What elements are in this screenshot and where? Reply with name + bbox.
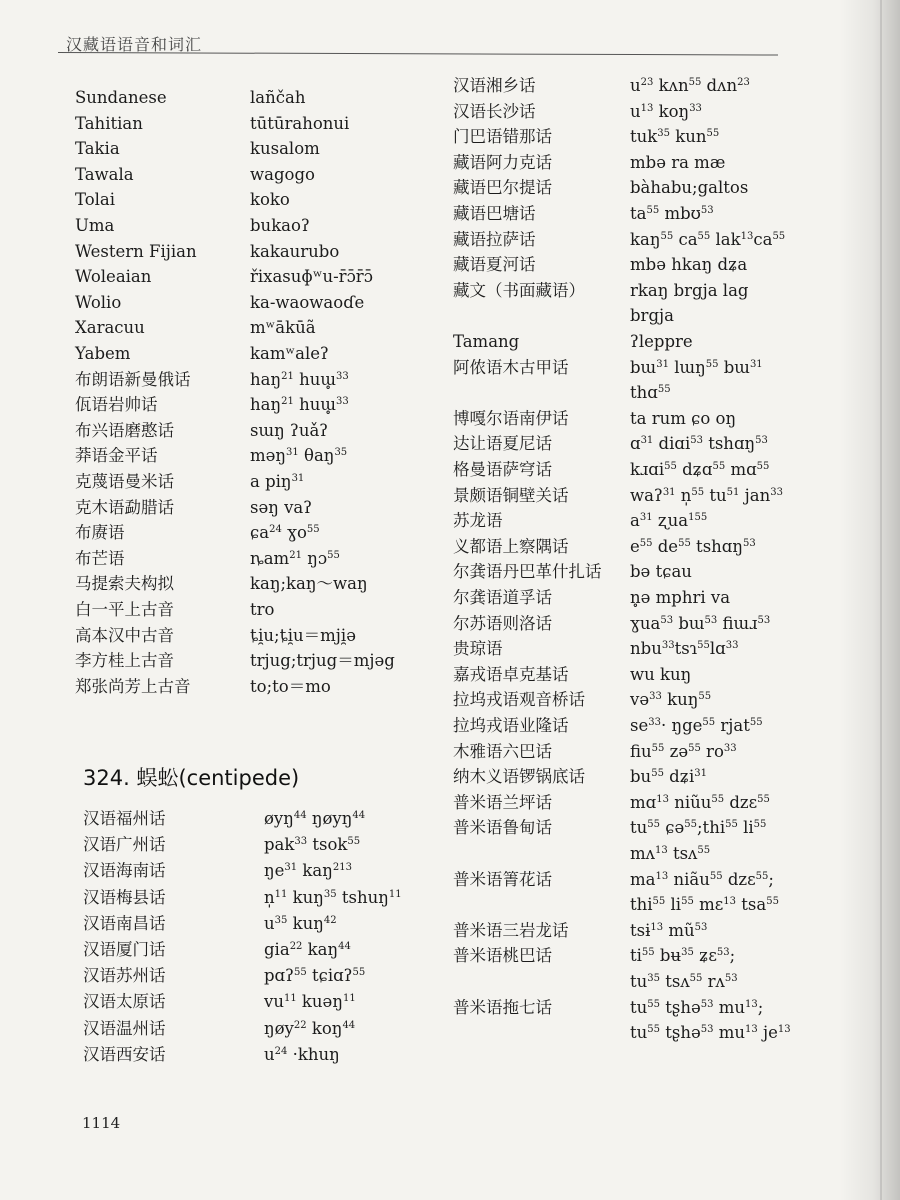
entry-language: 藏语拉萨话 [453, 229, 536, 249]
entry-form: $u^{13}$ koŋ$^{33}$ [630, 101, 702, 121]
entry-form: mʌ$^{13}$ tsʌ$^{55}$ [630, 844, 711, 863]
entry-form: kusalom [250, 139, 320, 159]
entry-form: koko [250, 190, 290, 210]
entry-language: Tawala [75, 164, 134, 184]
entry-form: $a^{31}$ ʐua$^{155}$ [630, 511, 708, 531]
page-edge [880, 0, 882, 1200]
entry-language: Tahitian [75, 113, 143, 133]
entry-form: ȵam$^{21}$ ŋɔ$^{55}$ [250, 548, 340, 568]
entry-language: 汉语太原话 [83, 992, 166, 1012]
entry-form: mɑ$^{13}$ niũu$^{55}$ dzɛ$^{55}$ [630, 792, 770, 812]
entry-language: 嘉戎语卓克基话 [453, 664, 569, 684]
entry-form: bə tɕau [630, 562, 692, 582]
entry-form: tuk$^{35}$ kun$^{55}$ [630, 127, 720, 147]
entry-form: $tu^{55}$ ɕə$^{55}$;thi$^{55}$ $li^{55}$ [630, 818, 767, 838]
entry-language: 高本汉中古音 [75, 625, 174, 645]
entry-form: ka-waowaoɗe [250, 292, 365, 312]
entry-language: 汉语广州话 [83, 835, 166, 855]
entry-language: 藏文（书面藏语） [453, 280, 585, 300]
entry-form: $vu^{11}$ kuəŋ$^{11}$ [264, 992, 356, 1012]
entry-form: mʷākūã [250, 318, 316, 338]
entry-form: tsɨ$^{13}$ $mũ^{53}$ [630, 920, 708, 940]
entry-language: 莽语金平话 [75, 446, 158, 466]
entry-language: Yabem [75, 344, 131, 363]
entry-language: 克蔑语曼米话 [75, 472, 174, 491]
entry-form: $u^{23}$ kʌn$^{55}$ dʌn$^{23}$ [630, 76, 750, 95]
entry-form: rkaŋ brgja lag [630, 280, 749, 300]
entry-language: 尔苏语则洛话 [453, 613, 552, 633]
entry-form: ʔleppre [630, 332, 693, 351]
entry-form: gia$^{22}$ kaŋ$^{44}$ [264, 940, 351, 959]
entry-form: waʔ$^{31}$ n̩$^{55}$ $tu^{51}$ jan$^{33}$ [630, 485, 783, 505]
entry-language: 马提索夫构拟 [75, 574, 174, 594]
entry-form: bukaoʔ [250, 216, 310, 235]
entry-form: kaŋ$^{55}$ $ca^{55}$ $lak^{13}ca^{55}$ [630, 229, 786, 249]
entry-language: Takia [75, 139, 120, 159]
entry-form: a piŋ$^{31}$ [250, 472, 305, 491]
entry-language: 博嘎尔语南伊话 [453, 408, 569, 428]
entry-language: 尔龚语道孚话 [453, 588, 552, 607]
entry-language: Tamang [453, 332, 520, 351]
entry-language: 贵琼语 [453, 639, 503, 659]
entry-language: 汉语温州话 [83, 1018, 166, 1038]
entry-form: ɣua$^{53}$ bɯ$^{53}$ fiɯɹ$^{53}$ [630, 613, 771, 633]
entry-form: $e^{55}$ $de^{55}$ tshɑŋ$^{53}$ [630, 536, 756, 556]
entry-form: ȶi̯u;ȶi̯u＝mji̯ə [250, 625, 356, 645]
entry-form: səŋ vaʔ [250, 497, 313, 517]
entry-language: Sundanese [75, 88, 167, 107]
entry-form: nbu$^{33}$tsɿ$^{55}$lɑ$^{33}$ [630, 639, 739, 659]
entry-form: kaŋ;kaŋ～waŋ [250, 574, 368, 594]
entry-language: 普米语三岩龙话 [453, 920, 569, 940]
entry-language: 藏语夏河话 [453, 255, 536, 275]
entry-language: 布芒语 [75, 548, 125, 568]
entry-language: 布赓语 [75, 523, 125, 543]
entry-form: mbə ra mæ [630, 152, 726, 172]
entry-form: pɑʔ$^{55}$ tɕiɑʔ$^{55}$ [264, 966, 366, 986]
entry-form: $ŋe^{31}$ kaŋ$^{213}$ [264, 861, 352, 881]
entry-form: məŋ$^{31}$ θaŋ$^{35}$ [250, 446, 348, 466]
entry-language: 义都语上察隅话 [453, 536, 569, 556]
entry-form: və$^{33}$ kuŋ$^{55}$ [630, 690, 712, 710]
entry-form: kɹɑi$^{55}$ dʑɑ$^{55}$ mɑ$^{55}$ [630, 460, 770, 479]
entry-language: 普米语箐花话 [453, 869, 552, 889]
section-heading [83, 762, 299, 792]
entry-form: $ta^{55}$ mbʊ$^{53}$ [630, 204, 714, 223]
entry-form: $bu^{55}$ dʑi$^{31}$ [630, 767, 707, 787]
entry-form: bɯ$^{31}$ lɯŋ$^{55}$ bɯ$^{31}$ [630, 357, 763, 377]
entry-form: wu kuŋ [630, 664, 692, 684]
entry-language: 汉语苏州话 [83, 966, 166, 986]
entry-form: bàhabu;galtos [630, 178, 749, 198]
section-number: 324. [83, 766, 130, 790]
entry-form: haŋ$^{21}$ huɯ̥$^{33}$ [250, 395, 349, 415]
entry-form: tro [250, 600, 275, 619]
entry-form: sɯŋ ʔuǎʔ [250, 420, 329, 440]
entry-language: 拉坞戎语业隆话 [453, 716, 569, 735]
entry-form: mbə hkaŋ dʑa [630, 255, 748, 275]
entry-form: $tu^{35}$ tsʌ$^{55}$ rʌ$^{53}$ [630, 972, 738, 991]
entry-language: 尔龚语丹巴革什扎话 [453, 562, 602, 582]
entry-language: 布朗语新曼俄话 [75, 369, 191, 389]
entry-language: 布兴语磨憨话 [75, 420, 174, 440]
entry-language: 克木语勐腊话 [75, 497, 174, 517]
entry-language: 李方桂上古音 [75, 651, 174, 671]
entry-language: 纳木义语锣锅底话 [453, 767, 585, 787]
entry-form: ɕa$^{24}$ ɣo$^{55}$ [250, 523, 320, 543]
entry-language: 藏语阿力克话 [453, 152, 552, 172]
entry-form: tūtūrahonui [250, 113, 350, 133]
entry-language: Woleaian [75, 267, 152, 287]
running-head: 汉藏语语音和词汇 [66, 35, 203, 54]
entry-form: $se^{33}\cdot$ ŋge$^{55}$ rjat$^{55}$ [630, 716, 763, 735]
section-title: 蜈蚣(centipede) [136, 766, 300, 790]
entry-form: řixasuɸʷu-r̄ɔ̄r̄ɔ̄ [250, 267, 373, 287]
entry-language: 汉语梅县话 [83, 887, 166, 907]
entry-language: Tolai [75, 190, 116, 210]
entry-language: 郑张尚芳上古音 [75, 676, 191, 696]
entry-form: thi$^{55}$ $li^{55}$ mɛ$^{13}$ tsa$^{55}$ [630, 895, 779, 915]
entry-language: 景颇语铜壁关话 [453, 485, 569, 505]
entry-form: pak$^{33}$ tsok$^{55}$ [264, 835, 361, 855]
entry-form: wagogo [250, 164, 315, 184]
entry-language: 汉语南昌话 [83, 913, 166, 933]
page-number: 1114 [82, 1114, 121, 1132]
entry-language: 达让语夏尼话 [453, 434, 552, 454]
entry-form: lañčah [250, 88, 306, 107]
entry-form: $ti^{55}$ bʉ$^{35}$ ʑɛ$^{53}$; [630, 946, 736, 966]
entry-form: haŋ$^{21}$ huɯ̥$^{33}$ [250, 369, 349, 389]
entry-language: 藏语巴塘话 [453, 204, 536, 223]
entry-language: 阿侬语木古甲话 [453, 357, 569, 377]
entry-form: $ma^{13}$ niãu$^{55}$ dzɛ$^{55}$; [630, 869, 774, 889]
entry-language: 木雅语六巴话 [453, 741, 552, 761]
entry-language: 格曼语萨穹话 [453, 460, 552, 479]
entry-form: $tu^{55}$ tʂhə$^{53}$ $mu^{13}$; [630, 997, 764, 1017]
entry-language: Xaracuu [75, 318, 145, 338]
entry-language: 汉语长沙话 [453, 101, 536, 121]
entry-language: 白一平上古音 [75, 600, 174, 619]
entry-language: 普米语桃巴话 [453, 946, 552, 966]
entry-form: ɑ$^{31}$ diɑi$^{53}$ tshɑŋ$^{53}$ [630, 434, 768, 454]
entry-form: to;to＝mo [250, 676, 331, 696]
entry-language: Western Fijian [75, 241, 197, 261]
entry-language: Uma [75, 216, 115, 235]
entry-form: n̩$^{11}$ kuŋ$^{35}$ tshuŋ$^{11}$ [264, 887, 402, 907]
entry-form: $u^{35}$ kuŋ$^{42}$ [264, 913, 337, 933]
entry-form: $u^{24}$ ·khuŋ [264, 1044, 340, 1064]
entry-language: 普米语鲁甸话 [453, 818, 552, 838]
entry-form: thɑ$^{55}$ [630, 383, 671, 403]
entry-form: fiu$^{55}$ zə$^{55}$ $ro^{33}$ [630, 741, 737, 761]
entry-form: brgja [630, 306, 674, 326]
entry-form: trjug;trjug＝mjəg [250, 651, 395, 671]
entry-language: 苏龙语 [453, 511, 503, 531]
entry-form: $tu^{55}$ tʂhə$^{53}$ $mu^{13}$ $je^{13}$ [630, 1023, 791, 1043]
entry-form: ta rum ɕo oŋ [630, 408, 737, 428]
page-gutter-shadow [840, 0, 900, 1200]
entry-form: n̥ə mphri va [630, 588, 731, 607]
entry-language: 普米语兰坪话 [453, 792, 552, 812]
entry-language: Wolio [75, 292, 122, 312]
entry-language: 汉语海南话 [83, 861, 166, 881]
entry-form: kamʷaleʔ [250, 344, 329, 363]
entry-language: 佤语岩帅话 [75, 395, 158, 415]
entry-language: 拉坞戎语观音桥话 [453, 690, 585, 710]
entry-language: 汉语厦门话 [83, 940, 166, 959]
entry-form: kakaurubo [250, 241, 340, 261]
entry-language: 普米语拖七话 [453, 997, 552, 1017]
entry-form: øyŋ$^{44}$ ŋøyŋ$^{44}$ [264, 809, 366, 828]
entry-language: 藏语巴尔提话 [453, 178, 552, 198]
entry-language: 汉语湘乡话 [453, 76, 536, 95]
entry-language: 门巴语错那话 [453, 127, 552, 147]
entry-language: 汉语福州话 [83, 809, 166, 828]
entry-form: ŋøy$^{22}$ koŋ$^{44}$ [264, 1018, 356, 1038]
entry-language: 汉语西安话 [83, 1044, 166, 1064]
